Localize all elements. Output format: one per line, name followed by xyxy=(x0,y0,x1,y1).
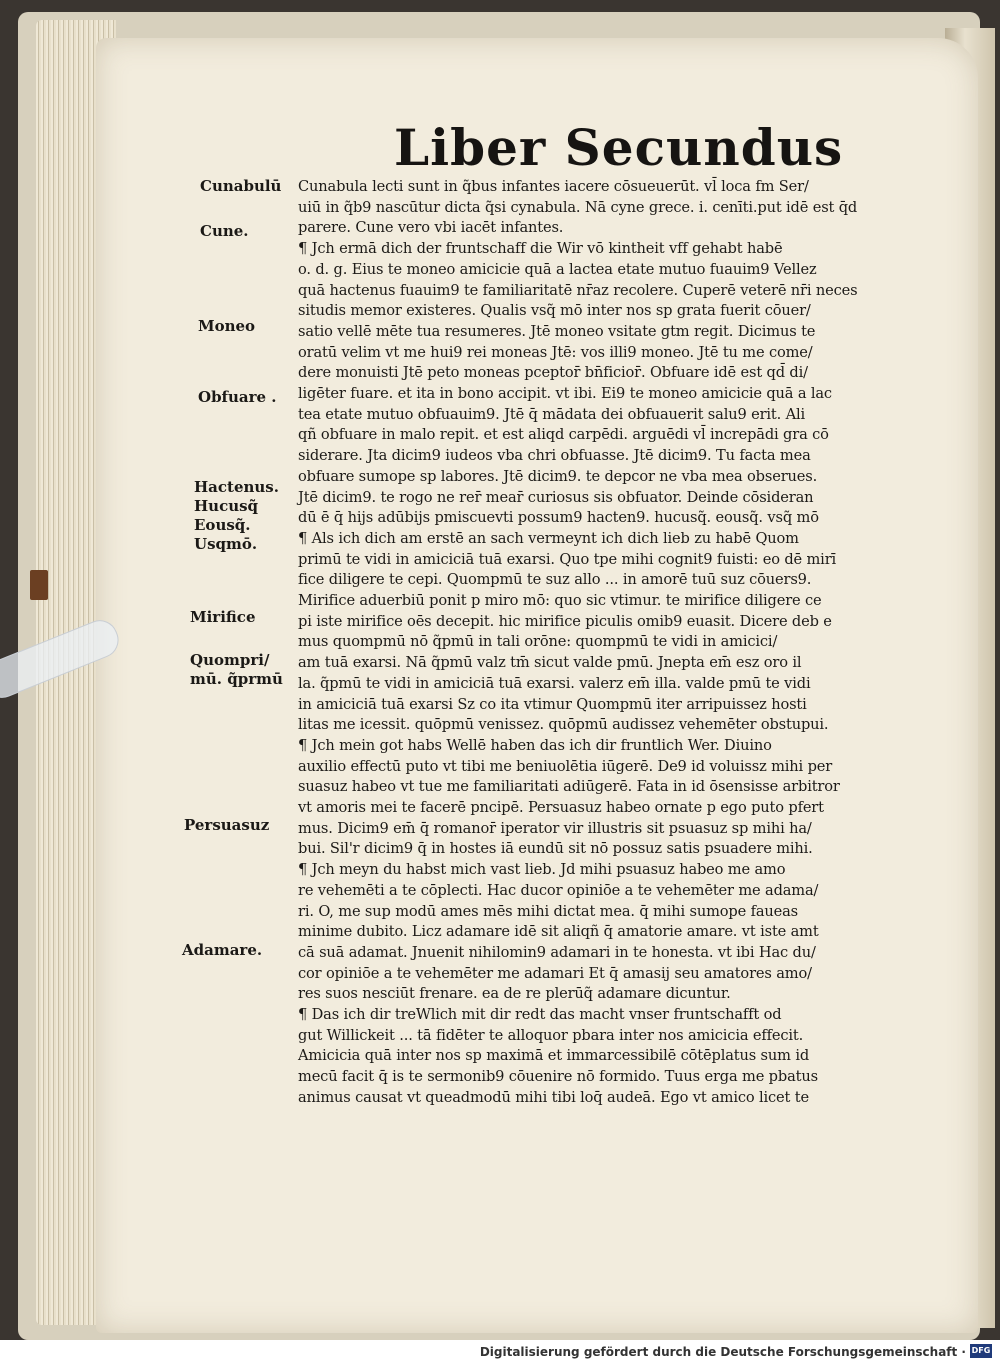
margin-note-hactenus: Hactenus. xyxy=(194,478,279,496)
text-line: pi iste mirifice oēs decepit. hic mirifice piculis omib9 euasit. Dicere deb e xyxy=(298,612,832,630)
text-line: tea etate mutuo obfuauim9. Jtē q̄ mādata dei obfuauerit salu9 erit. Ali xyxy=(298,405,806,423)
text-line: mus. Dicim9 em̄ q̄ romanor̄ iperator vir illustris sit psuasuz sp mihi ha/ xyxy=(298,819,812,837)
text-line: o. d. g. Eius te moneo amicicie quā a lactea etate mutuo fuauim9 Vellez xyxy=(298,260,817,278)
text-line: situdis memor existeres. Qualis vsq̃ mō inter nos sp grata fuerit cōuer/ xyxy=(298,302,811,320)
page-title: Liber Secundus xyxy=(394,118,844,177)
ribbon-tab xyxy=(30,570,48,600)
text-line: parere. Cune vero vbi iacēt infantes. xyxy=(298,219,564,237)
text-line: ri. O, me sup modū ames mēs mihi dictat mea. q̄ mihi sumope faueas xyxy=(298,902,799,920)
margin-note-usqmo: Usqmō. xyxy=(194,535,258,553)
text-line: mus quompmū nō q̃pmū in tali orōne: quompmū te vidi in amicici/ xyxy=(298,633,778,651)
margin-note-cunabulu: Cunabulū xyxy=(200,177,282,195)
margin-note-mu: mū. q̃prmū xyxy=(190,670,283,688)
text-line: auxilio effectū puto vt tibi me beniuolētia iūgerē. De9 id voluissz mihi per xyxy=(298,757,833,775)
margin-note-cune: Cune. xyxy=(200,222,249,240)
text-line: cor opiniōe a te vehemēter me adamari Et q̄ amasij seu amatores amo/ xyxy=(298,964,812,982)
margin-note-persuasus: Persuasuz xyxy=(184,816,270,834)
text-line: dū ē q̄ hijs adūbijs pmiscuevti possum9 hacten9. hucusq̃. eousq̃. vsq̃ mō xyxy=(298,509,819,527)
text-line: vt amoris mei te facerē pncipē. Persuasuz habeo ornate p ego puto pfert xyxy=(298,799,824,816)
text-line: Cunabula lecti sunt in q̃bus infantes iacere cōsueuerūt. vl̄ loca fm Ser/ xyxy=(298,178,809,195)
margin-note-eousq: Eousq̃. xyxy=(194,516,251,534)
text-line: oratū velim vt me hui9 rei moneas Jtē: vos illi9 moneo. Jtē tu me come/ xyxy=(298,343,813,361)
text-line: minime dubito. Licz adamare idē sit aliqñ q̄ amatorie amare. vt iste amt xyxy=(298,923,819,941)
text-line: siderare. Jta dicim9 iudeos vba chri obfuasse. Jtē dicim9. Tu facta mea xyxy=(298,447,811,465)
text-line: suasuz habeo vt tue me familiaritati adiūgerē. Fata in id ōsensisse arbitror xyxy=(298,778,840,796)
text-line: res suos nesciūt frenare. ea de re plerūq̃ adamare dicuntur. xyxy=(298,985,731,1003)
text-line: ¶ Das ich dir treWlich mit dir redt das macht vnser fruntschafft od xyxy=(298,1006,782,1023)
margin-note-mirifice: Mirifice xyxy=(190,608,256,626)
text-line: re vehemēti a te cōplecti. Hac ducor opiniōe a te vehemēter me adama/ xyxy=(298,881,819,899)
text-line: dere monuisti Jtē peto moneas pceptor̄ bn̄ficior̄. Obfuare idē est qd̄ di/ xyxy=(298,364,808,382)
margin-note-adamare: Adamare. xyxy=(182,941,263,959)
text-line: ¶ Jch mein got habs Wellē haben das ich dir fruntlich Wer. Diuino xyxy=(298,736,772,754)
margin-note-hucusq: Hucusq̃ xyxy=(194,497,259,515)
text-line: litas me icessit. quōpmū venissez. quōpmū audissez vehemēter obstupui. xyxy=(298,716,829,734)
text-line: satio vellē mēte tua resumeres. Jtē moneo vsitate gtm regit. Dicimus te xyxy=(298,322,816,340)
text-line: fice diligere te cepi. Quompmū te suz allo ... in amorē tuū suz cōuers9. xyxy=(298,571,812,589)
text-line: ¶ Als ich dich am erstē an sach vermeynt ich dich lieb zu habē Quom xyxy=(298,529,799,547)
dfg-logo-icon: DFG xyxy=(970,1344,992,1358)
text-line: qñ obfuare in malo repit. et est aliqd carpēdi. arguēdi vl̄ increpādi gra cō xyxy=(298,426,829,444)
footer-bar xyxy=(0,1340,1000,1364)
text-line: ligēter fuare. et ita in bono accipit. vt ibi. Ei9 te moneo amicicie quā a lac xyxy=(298,385,832,402)
footer-credit: Digitalisierung gefördert durch die Deutsche Forschungsgemeinschaft · xyxy=(479,1345,966,1359)
text-line: uiū in q̃b9 nascūtur dicta q̃si cynabula. Nā cyne grece. i. cenīti.put idē est q̄d xyxy=(298,198,858,216)
margin-note-quompri: Quompri/ xyxy=(190,651,270,669)
text-line: Jtē dicim9. te rogo ne rer̄ mear̄ curiosus sis obfuator. Deinde cōsideran xyxy=(298,488,814,506)
text-line: obfuare sumope sp labores. Jtē dicim9. te depcor ne vba mea obserues. xyxy=(298,467,818,485)
text-line: Mirifice aduerbiū ponit p miro mō: quo sic vtimur. te mirifice diligere ce xyxy=(298,592,822,609)
text-line: Amicicia quā inter nos sp maximā et immarcessibilē cōtēplatus sum id xyxy=(298,1047,810,1065)
text-line: primū te vidi in amiciciā tuā exarsi. Quo tpe mihi cognit9 fuisti: eo dē mirī xyxy=(298,550,837,568)
text-line: in amiciciā tuā exarsi Sz co ita vtimur Quompmū iter arripuissez hosti xyxy=(298,695,807,713)
text-line: gut Willickeit ... tā fidēter te alloquor pbara inter nos amicicia effecit. xyxy=(298,1026,804,1044)
text-line: ¶ Jch meyn du habst mich vast lieb. Jd mihi psuasuz habeo me amo xyxy=(298,861,786,879)
text-line: quā hactenus fuauim9 te familiaritatē nr̄az recolere. Cuperē veterē nr̄i neces xyxy=(298,281,858,299)
margin-note-moneo: Moneo xyxy=(198,317,256,335)
text-line: am tuā exarsi. Nā q̃pmū valz tm̄ sicut valde pmū. Jnepta em̄ esz oro il xyxy=(298,654,802,672)
text-line: animus causat vt queadmodū mihi tibi loq̄ audeā. Ego vt amico licet te xyxy=(298,1088,809,1106)
text-line: mecū facit q̄ is te sermonib9 cōuenire nō formido. Tuus erga me pbatus xyxy=(298,1068,818,1086)
text-line: cā suā adamat. Jnuenit nihilomin9 adamari in te honesta. vt ibi Hac du/ xyxy=(298,943,816,961)
text-line: la. q̃pmū te vidi in amiciciā tuā exarsi. valerz em̄ illa. valde pmū te vidi xyxy=(298,674,811,692)
text-line: ¶ Jch ermā dich der fruntschaff die Wir vō kintheit vff gehabt habē xyxy=(298,240,783,258)
margin-note-obfuare: Obfuare . xyxy=(198,388,277,406)
text-line: bui. Sil'r dicim9 q̄ in hostes iā eundū sit nō possuz satis psuadere mihi. xyxy=(298,840,813,858)
